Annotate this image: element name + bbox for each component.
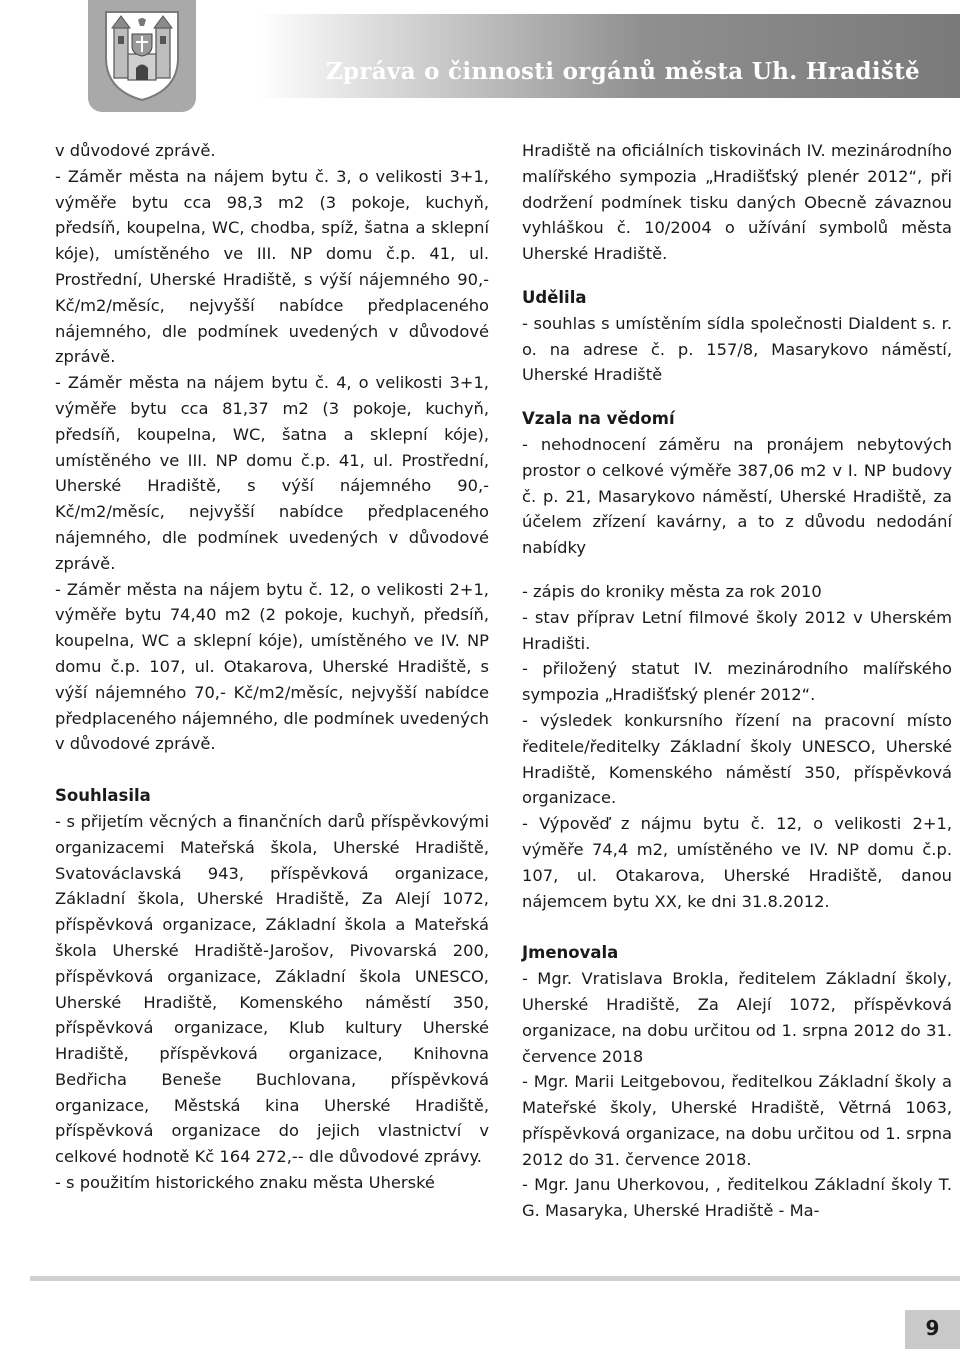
paragraph: - souhlas s umístěním sídla společnosti Dialdent s. r. o. na adrese č. p. 157/8, Masarykovo náměstí, Uherské Hradiště xyxy=(522,313,952,385)
section-heading-souhlasila: Souhlasila xyxy=(55,786,151,806)
paragraph: - přiložený statut IV. mezinárodního malířského sympozia „Hradišťský plenér 2012“. xyxy=(522,659,952,705)
left-column xyxy=(55,138,489,1196)
paragraph: - Mgr. Vratislava Brokla, ředitelem Základní školy, Uherské Hradiště, Za Alejí 1072, příspěvková organizace, na dobu určitou od 1. srpna 2012 do 31. července 2018 xyxy=(522,969,952,1066)
spacer xyxy=(55,757,489,783)
paragraph: - Mgr. Marii Leitgebovou, ředitelkou Základní školy a Mateřské školy, Uherské Hradiště, Větrná 1063, příspěvková organizace, na dobu určitou od 1. srpna 2012 do 31. července 2018. xyxy=(522,1072,952,1169)
paragraph: - Záměr města na nájem bytu č. 3, o velikosti 3+1, výměře bytu cca 98,3 m2 (3 pokoje, kuchyň, předsíň, koupelna, WC, chodba, spíž, šatna a sklepní kóje), umístěného ve III. NP domu č.p. 41, ul. Prostřední, Uherské Hradiště, s výší nájemného 90,- Kč/m2/měsíc, nejvyšší nabídce předplaceného nájemného, dle podmínek uvedených v důvodové zprávě. xyxy=(55,166,489,367)
spacer xyxy=(522,914,952,940)
paragraph: - Záměr města na nájem bytu č. 12, o velikosti 2+1, výměře bytu 74,40 m2 (2 pokoje, kuchyň, předsíň, koupelna, WC a sklepní kóje), umístěného ve IV. NP domu č.p. 107, ul. Otakarova, Uherské Hradiště, s výší nájemného 70,- Kč/m2/měsíc, nejvyšší nabídce předplaceného nájemného, dle podmínek uvedených v důvodové zprávě. xyxy=(55,579,489,754)
spacer xyxy=(522,561,952,579)
page-number: 9 xyxy=(925,1316,940,1340)
page-header xyxy=(0,0,960,112)
paragraph: - Mgr. Janu Uherkovou, , ředitelkou Základní školy T. G. Masaryka, Uherské Hradiště - Ma- xyxy=(522,1175,952,1221)
footer-rule xyxy=(30,1276,960,1281)
title-band xyxy=(258,14,960,98)
spacer xyxy=(522,388,952,406)
page-number-box xyxy=(905,1310,960,1349)
paragraph: - Výpověď z nájmu bytu č. 12, o velikosti 2+1, výměře 74,4 m2, umístěného ve IV. NP domu č.p. 107, ul. Otakarova, Uherské Hradiště, danou nájemcem bytu XX, ke dni 31.8.2012. xyxy=(522,814,952,911)
section-heading-jmenovala: Jmenovala xyxy=(522,943,619,963)
paragraph: - výsledek konkursního řízení na pracovní místo ředitele/ředitelky Základní školy UNESCO, Uherské Hradiště, Komenského náměstí 350, příspěvková organizace. xyxy=(522,710,952,808)
paragraph: - s použitím historického znaku města Uherské xyxy=(55,1173,435,1193)
page-title: Zpráva o činnosti orgánů města Uh. Hradiště xyxy=(325,58,920,85)
paragraph: - s přijetím věcných a finančních darů příspěvkovými organizacemi Mateřská škola, Uherské Hradiště, Svatováclavská 943, příspěvková organizace, Základní škola, Uherské Hradiště, Za Alejí 1072, příspěvková organizace, Základní škola a Mateřská škola Uherské Hradiště-Jarošov, Pivovarská 200, příspěvková organizace, Základní škola UNESCO, Uherské Hradiště, Komenského náměstí 350, příspěvková organizace, Klub kultury Uherské Hradiště, příspěvková organizace, Knihovna Bedřicha Beneše Buchlovana, příspěvková organizace, Městská kina Uherské Hradiště, příspěvková organizace do jejich vlastnictví v celkové hodnotě Kč 164 272,-- dle důvodové zprávy. xyxy=(55,811,489,1167)
city-coat-of-arms-logo xyxy=(88,0,196,112)
paragraph: - Záměr města na nájem bytu č. 4, o velikosti 3+1, výměře bytu cca 81,37 m2 (3 pokoje, kuchyň, předsíň, koupelna, WC, šatna a sklepní kóje), umístěného ve III. NP domu č.p. 41, ul. Prostřední, Uherské Hradiště, s výší nájemného 90,- Kč/m2/měsíc, nejvyšší nabídce předplaceného nájemného, dle podmínek uvedených v důvodové zprávě. xyxy=(55,373,489,573)
paragraph: - nehodnocení záměru na pronájem nebytových prostor o celkové výměře 387,06 m2 v I. NP budovy č. p. 21, Masarykovo náměstí, Uherské Hradiště, za účelem zřízení kavárny, a to z důvodu nedodání nabídky xyxy=(522,434,952,558)
right-column xyxy=(522,138,952,1224)
paragraph: v důvodové zprávě. xyxy=(55,141,216,160)
paragraph: - zápis do kroniky města za rok 2010 xyxy=(522,581,822,601)
section-heading-vzala-na-vedomi: Vzala na vědomí xyxy=(522,409,675,429)
spacer xyxy=(522,267,952,285)
coat-of-arms-icon xyxy=(98,6,186,102)
section-heading-udelila: Udělila xyxy=(522,287,587,307)
paragraph: - stav příprav Letní filmové školy 2012 v Uherském Hradišti. xyxy=(522,607,952,653)
paragraph: Hradiště na oficiálních tiskovinách IV. mezinárodního malířského sympozia „Hradišťský plenér 2012“, při dodržení podmínek tisku daných Obecně závaznou vyhláškou č. 10/2004 o užívání symbolů města Uherské Hradiště. xyxy=(522,141,952,264)
